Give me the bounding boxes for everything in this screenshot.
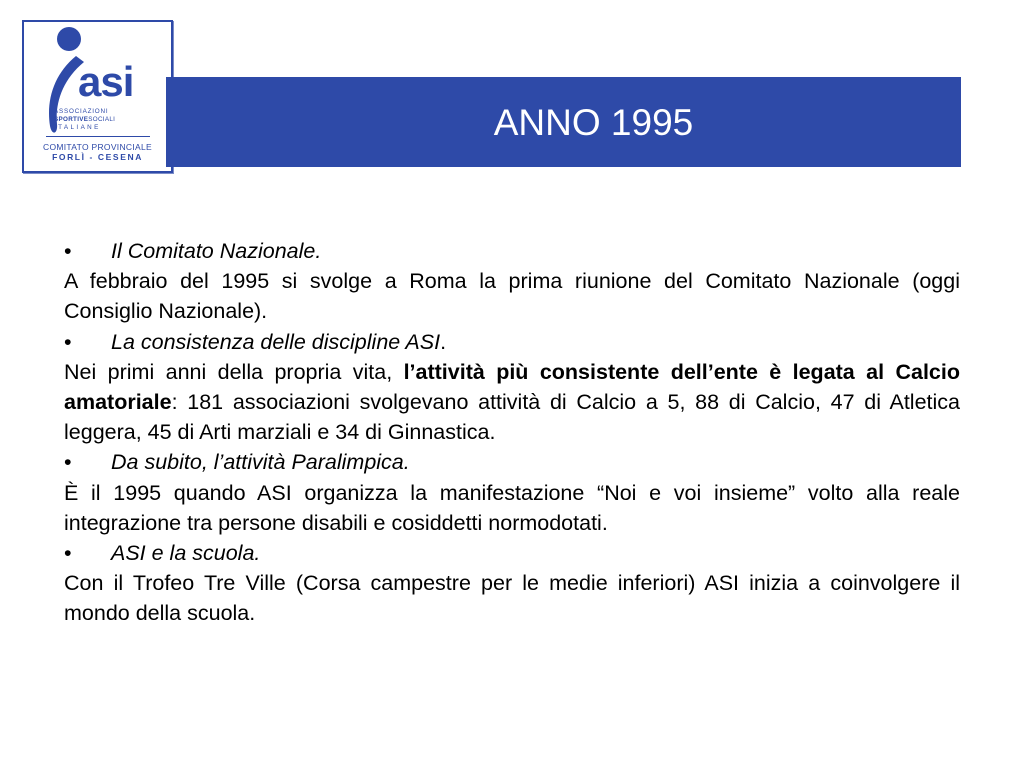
paragraph-paralimpica: È il 1995 quando ASI organizza la manifestazione “Noi e voi insieme” volto alla reale integrazione tra persone disabili e cosiddetti normodotati. xyxy=(64,480,960,535)
asi-logo xyxy=(22,20,173,173)
bullet-heading-scuola xyxy=(64,538,960,568)
heading-text xyxy=(111,327,446,357)
logo-divider xyxy=(46,136,150,137)
paragraph-text-end: : 181 associazioni svolgevano attività di Calcio a 5, 88 di Calcio, 47 di Atletica leggera, 45 di Arti marziali e 34 di Ginnastica. xyxy=(64,389,960,445)
bullet-icon: • xyxy=(64,540,72,565)
logo-line-italiane: ITALIANE xyxy=(54,124,101,131)
logo-line-sociali: SOCIALI xyxy=(88,116,116,123)
title-banner xyxy=(166,77,961,167)
slide-title: ANNO 1995 xyxy=(493,102,694,143)
heading-text: Da subito, l’attività Paralimpica. xyxy=(111,450,410,475)
bullet-heading-paralimpica xyxy=(64,447,960,477)
paragraph-text-start: Nei primi anni della propria vita, xyxy=(64,359,404,384)
bullet-heading-discipline xyxy=(64,327,960,357)
logo-wordmark: asi xyxy=(78,58,134,105)
heading-period: . xyxy=(440,329,447,354)
logo-line-sportive-sociali xyxy=(54,116,154,123)
logo-line-associazioni: ASSOCIAZIONI xyxy=(54,108,109,115)
bullet-icon: • xyxy=(64,450,72,475)
logo-committee: COMITATO PROVINCIALE xyxy=(43,142,152,152)
paragraph-scuola: Con il Trofeo Tre Ville (Corsa campestre per le medie inferiori) ASI inizia a coinvolgere il mondo della scuola. xyxy=(64,571,960,626)
bullet-heading-comitato xyxy=(64,236,960,266)
paragraph-comitato: A febbraio del 1995 si svolge a Roma la prima riunione del Comitato Nazionale (oggi Consiglio Nazionale). xyxy=(64,269,960,324)
bullet-icon: • xyxy=(64,329,72,354)
paragraph-discipline xyxy=(64,357,960,448)
logo-city: FORLÌ - CESENA xyxy=(52,152,143,162)
heading-text: Il Comitato Nazionale. xyxy=(111,239,322,263)
heading-text: ASI e la scuola. xyxy=(111,540,261,565)
paragraph-text-bold: l’attività più consistente dell’ente è legata al Calcio amatoriale xyxy=(64,359,960,414)
logo-line-sportive: SPORTIVE xyxy=(54,116,89,123)
bullet-icon: • xyxy=(64,239,72,263)
slide-body xyxy=(64,236,960,629)
heading-text-italic: La consistenza delle discipline ASI xyxy=(111,329,441,354)
